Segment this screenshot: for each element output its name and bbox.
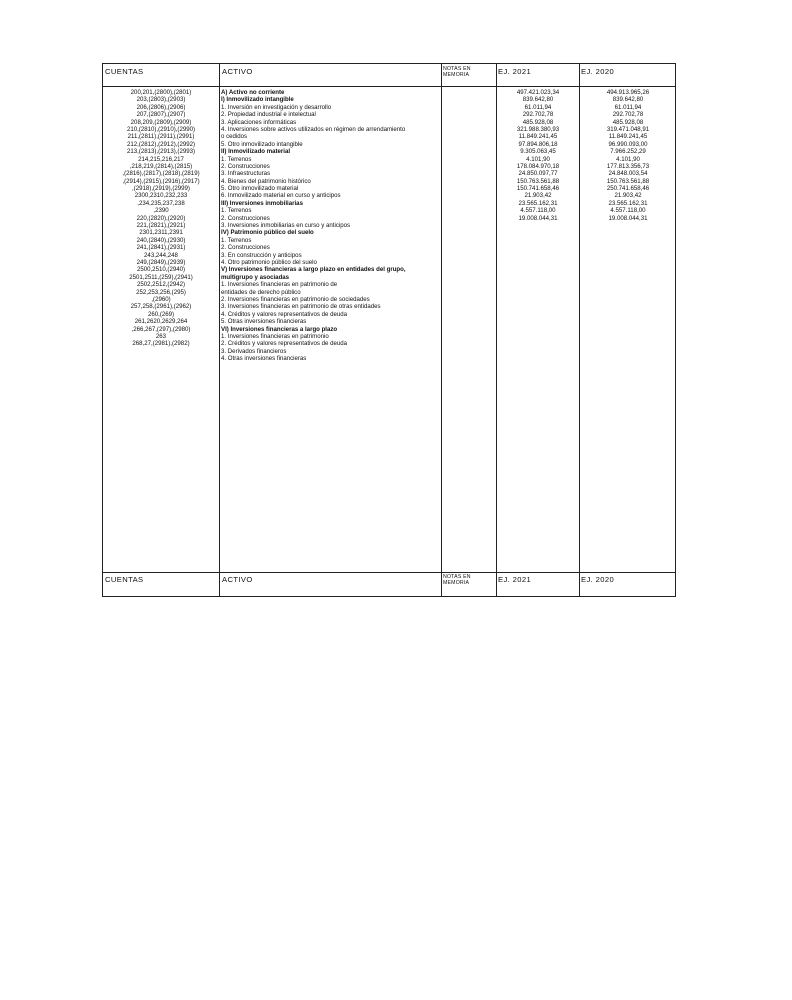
- ej2021-cell: 839.642,80: [522, 96, 554, 104]
- activo-cell: 2. Construcciones: [221, 162, 270, 170]
- ej2021-cell: 24.850.097,77: [518, 170, 558, 178]
- activo-cell: 6. Inmovilizado material en curso y anticipos: [221, 192, 341, 200]
- ej2020-cell: 319.471.048,91: [606, 125, 650, 133]
- activo-cell: 5. Otras inversiones financieras: [221, 318, 307, 326]
- cuentas-cell: 208,209,(2809),(2909): [130, 118, 192, 126]
- header-ej2021: EJ. 2021: [498, 67, 532, 76]
- ej2021-cell: 321.988.380,93: [516, 125, 560, 133]
- activo-cell: A) Activo no corriente: [221, 89, 285, 96]
- activo-cell: 3. Inversiones inmobiliarias en curso y anticipos: [221, 222, 351, 230]
- ej2020-cell: 19.008.044,31: [608, 214, 648, 222]
- header-cuentas: CUENTAS: [105, 67, 144, 76]
- footer-header-notas-line1: NOTAS EN: [443, 574, 471, 580]
- activo-cell: 3. Derivados financieros: [221, 347, 287, 355]
- activo-cell: V) Inversiones financieras a largo plazo en entidades del grupo,: [221, 266, 406, 274]
- ej2020-cell: 177.813.356,73: [606, 162, 650, 170]
- footer-header-activo: ACTIVO: [222, 575, 253, 584]
- ej2021-cell: 61.011,94: [524, 103, 552, 111]
- ej2021-cell: 292.702,78: [522, 111, 554, 119]
- activo-cell: 3. Infraestructuras: [221, 170, 271, 178]
- activo-cell: 2. Inversiones financieras en patrimonio de sociedades: [221, 295, 370, 303]
- activo-cell: 4. Otro patrimonio público del suelo: [221, 258, 317, 266]
- ej2020-cell: 250.741.658,46: [606, 185, 650, 193]
- ej2020-cell: 21.903,42: [614, 192, 642, 200]
- cuentas-cell: 214,215,216,217: [138, 155, 184, 163]
- activo-cell: 2. Construcciones: [221, 244, 270, 252]
- cuentas-cell: ,(2918),(2919),(2999): [132, 185, 190, 193]
- activo-cell: 1. Terrenos: [221, 236, 252, 244]
- activo-cell: 4. Inversiones sobre activos utilizados en régimen de arrendamiento: [221, 125, 406, 133]
- header-notas: [443, 67, 471, 78]
- activo-cell: 4. Créditos y valores representativos de deuda: [221, 310, 348, 318]
- activo-cell: 1. Inversiones financieras en patrimonio de: [221, 281, 338, 289]
- activo-cell: VI) Inversiones financieras a largo plazo: [221, 325, 338, 333]
- column-divider: [441, 64, 442, 596]
- cuentas-cell: 257,258,(2961),(2962): [130, 303, 192, 311]
- cuentas-cell: ,(2914),(2915),(2916),(2917): [122, 177, 200, 185]
- cuentas-cell: 207,(2807),(2907): [136, 111, 186, 119]
- cuentas-cell: 252,253,256,(295): [136, 288, 186, 296]
- activo-cell: 3. Inversiones financieras en patrimonio de otras entidades: [221, 303, 381, 311]
- footer-header-ej2020: EJ. 2020: [581, 575, 615, 584]
- ej2020-cell: 23.565.162,31: [608, 199, 648, 207]
- header-notas-line2: MEMORIA: [443, 71, 470, 78]
- cuentas-cell: 2501,2511,(259),(2941): [129, 273, 193, 281]
- cuentas-cell: 220,(2820),(2920): [136, 214, 186, 222]
- cuentas-cell: 212,(2812),(2912),(2992): [126, 140, 196, 148]
- activo-cell: IV) Patrimonio público del suelo: [221, 229, 314, 237]
- cuentas-cell: 260,(269): [147, 310, 175, 318]
- ej2021-cell: 150.763.561,88: [516, 177, 560, 185]
- footer-divider: [103, 572, 675, 573]
- cuentas-cell: 240,(2840),(2930): [136, 236, 186, 244]
- cuentas-cell: 2502,2512,(2942): [136, 281, 186, 289]
- activo-cell: 5. Otro inmovilizado intangible: [221, 140, 303, 148]
- cuentas-cell: 249,(2849),(2939): [136, 258, 186, 266]
- footer-header-cuentas: CUENTAS: [105, 575, 144, 584]
- activo-cell: 4. Bienes del patrimonio histórico: [221, 177, 311, 185]
- activo-cell: 3. Aplicaciones informáticas: [221, 118, 297, 126]
- ej2020-cell: 4.557.118,00: [610, 207, 646, 215]
- ej2021-cell: 4.557.118,00: [520, 207, 556, 215]
- cuentas-cell: 263: [155, 332, 167, 340]
- ej2021-cell: 21.903,42: [524, 192, 552, 200]
- footer-header-notas: [443, 575, 471, 586]
- footer-header-notas-line2: MEMORIA: [443, 579, 470, 586]
- ej2021-column: [497, 89, 579, 222]
- activo-cell: entidades de derecho público: [221, 288, 301, 296]
- activo-cell: II) Inmovilizado material: [221, 148, 291, 156]
- cuentas-cell: ,234,235,237,238: [137, 199, 185, 207]
- activo-cell: 1. Terrenos: [221, 155, 252, 163]
- ej2021-cell: 178.084.970,18: [516, 162, 560, 170]
- ej2020-cell: 96.990.093,00: [608, 140, 648, 148]
- ej2020-cell: 485.928,08: [612, 118, 644, 126]
- ej2021-cell: 485.928,08: [522, 118, 554, 126]
- ej2020-cell: 24.848.003,54: [608, 170, 648, 178]
- ej2020-cell: 4.101,90: [616, 155, 640, 163]
- activo-column: [221, 89, 441, 362]
- activo-cell: 1. Inversiones financieras en patrimonio: [221, 332, 329, 340]
- ej2020-cell: 7.966.252,29: [610, 148, 646, 156]
- activo-cell: 3. En construcción y anticipos: [221, 251, 302, 259]
- cuentas-cell: 200,201,(2800),(2801): [130, 89, 192, 96]
- ej2020-cell: 292.702,78: [612, 111, 644, 119]
- ej2021-cell: 19.008.044,31: [518, 214, 558, 222]
- header-ej2020: EJ. 2020: [581, 67, 615, 76]
- activo-cell: 1. Terrenos: [221, 207, 252, 215]
- cuentas-cell: 213,(2813),(2913),(2993): [126, 148, 196, 156]
- activo-cell: 5. Otro inmovilizado material: [221, 185, 299, 193]
- cuentas-cell: 2500,2510,(2940): [136, 266, 186, 274]
- activo-cell: 2. Créditos y valores representativos de deuda: [221, 340, 348, 348]
- header-activo: ACTIVO: [222, 67, 253, 76]
- cuentas-cell: 211,(2811),(2911),(2991): [127, 133, 195, 141]
- ej2021-cell: 23.565.162,31: [518, 199, 558, 207]
- ej2020-cell: 494.913.965,26: [606, 89, 650, 96]
- cuentas-cell: 2300,2310,232,233: [134, 192, 188, 200]
- column-divider: [219, 64, 220, 596]
- cuentas-cell: 241,(2841),(2931): [136, 244, 186, 252]
- cuentas-cell: ,266,267,(297),(2980): [131, 325, 191, 333]
- ej2020-column: [580, 89, 676, 222]
- activo-cell: III) Inversiones inmobiliarias: [221, 199, 303, 207]
- ej2021-cell: 4.101,90: [526, 155, 550, 163]
- activo-cell: 4. Otras inversiones financieras: [221, 355, 307, 363]
- ej2021-cell: 97.894.806,18: [518, 140, 558, 148]
- cuentas-cell: 2301,2311,2391: [139, 229, 183, 237]
- ej2020-cell: 61.011,94: [614, 103, 642, 111]
- header-divider: [103, 86, 675, 87]
- ej2020-cell: 150.763.561,88: [606, 177, 650, 185]
- cuentas-cell: 261,2620,2629,264: [134, 318, 188, 326]
- ej2021-cell: 9.305.063,45: [520, 148, 556, 156]
- ej2021-cell: 497.421.023,34: [516, 89, 560, 96]
- cuentas-cell: 243,244,248: [144, 251, 178, 259]
- activo-cell: multigrupo y asociadas: [221, 273, 290, 281]
- cuentas-column: [103, 89, 219, 348]
- activo-cell: 2. Construcciones: [221, 214, 270, 222]
- ej2021-cell: 150.741.658,46: [516, 185, 560, 193]
- cuentas-cell: ,(2960): [151, 295, 171, 303]
- cuentas-cell: ,2390: [153, 207, 169, 215]
- cuentas-cell: 203,(2803),(2903): [136, 96, 186, 104]
- cuentas-cell: 268,27,(2981),(2982): [132, 340, 190, 348]
- footer-header-ej2021: EJ. 2021: [498, 575, 532, 584]
- cuentas-cell: 221,(2821),(2921): [136, 222, 186, 230]
- cuentas-cell: ,218,219,(2814),(2815): [129, 162, 193, 170]
- cuentas-cell: 206,(2806),(2906): [136, 103, 186, 111]
- activo-cell: 2. Propiedad industrial e intelectual: [221, 111, 316, 119]
- activo-cell: I) Inmovilizado intangible: [221, 96, 294, 104]
- activo-cell: 1. Inversión en investigación y desarrollo: [221, 103, 332, 111]
- ej2020-cell: 839.642,80: [612, 96, 644, 104]
- cuentas-cell: ,(2816),(2817),(2818),(2819): [122, 170, 200, 178]
- header-notas-line1: NOTAS EN: [443, 66, 471, 72]
- balance-sheet-table: [102, 63, 676, 597]
- ej2021-cell: 11.849.241,45: [518, 133, 558, 141]
- activo-cell: o cedidos: [221, 133, 248, 141]
- ej2020-cell: 11.849.241,45: [608, 133, 648, 141]
- cuentas-cell: 210,(2810),(2910),(2990): [126, 125, 196, 133]
